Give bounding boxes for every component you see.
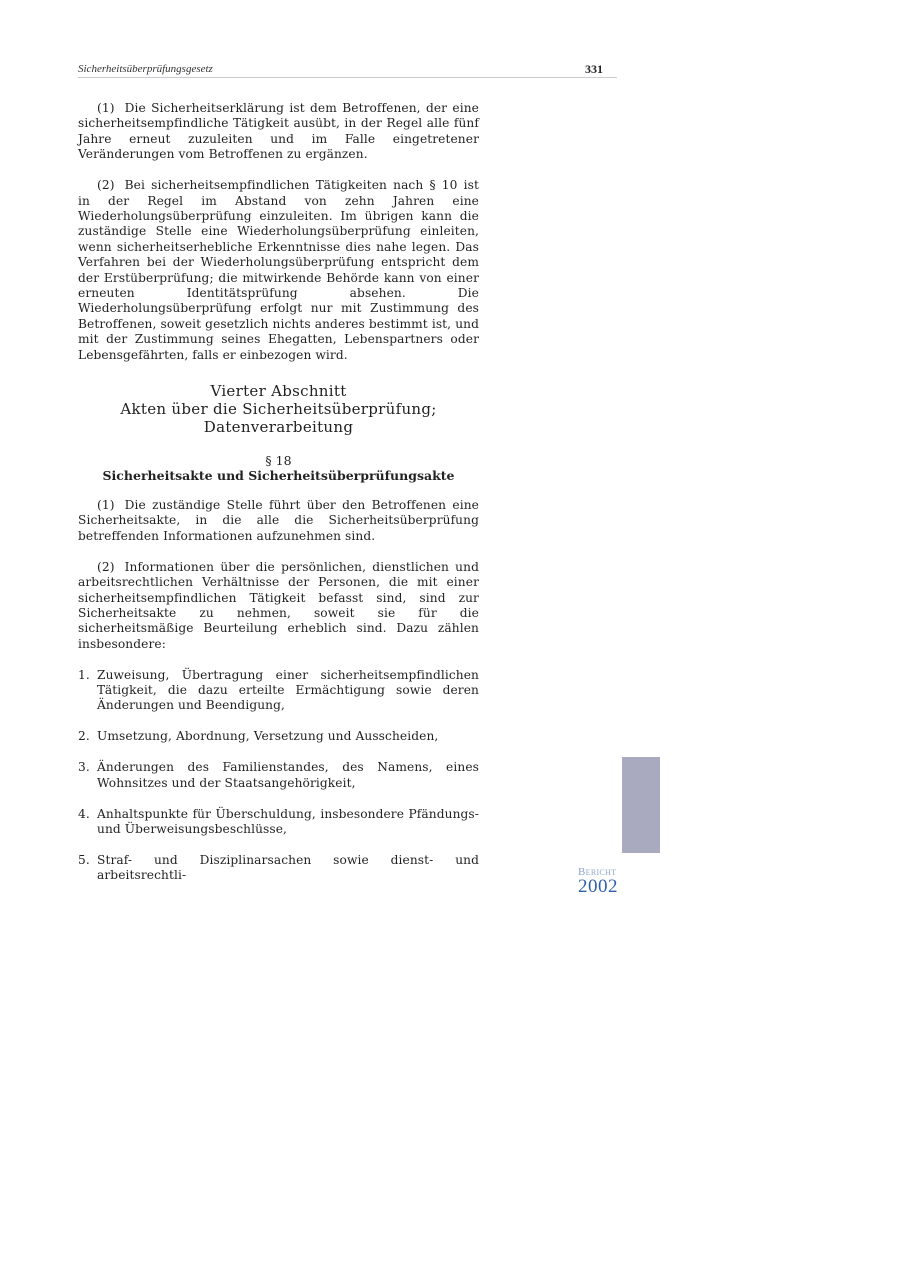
- list-item-text: Umsetzung, Abordnung, Versetzung und Ausscheiden,: [97, 729, 439, 744]
- paragraph-text: Bei sicherheitsempfindlichen Tätigkeiten nach § 10 ist in der Regel im Abstand von zehn Jahren eine Wiederholungsüberprüfung einzuleiten. Im übrigen kann die zuständige Stelle eine Wiederholungsüberprüfung einleiten, wenn sicherheitserhebliche Erkenntnisse dies nahe legen. Das Verfahren bei der Wiederholungsüberprüfung entspricht dem der Erstüberprüfung; die mitwirkende Behörde kann von einer erneuten Identitätsprüfung absehen. Die Wiederholungsüberprüfung erfolgt nur mit Zustimmung des Betroffenen, soweit gesetzlich nichts anderes bestimmt ist, und mit der Zustimmung seines Ehegatten, Lebenspartners oder Lebensgefährten, falls er einbezogen wird.: [78, 178, 479, 362]
- chapter-tab-marker: [622, 757, 660, 853]
- paragraph-text: Die Sicherheitserklärung ist dem Betroffenen, der eine sicherheitsempfindliche Tätigkeit ausübt, in der Regel alle fünf Jahre erneut zuzuleiten und im Falle eingetretener Veränderungen vom Betroffenen zu ergänzen.: [78, 101, 479, 162]
- list-item-text: Anhaltspunkte für Überschuldung, insbesondere Pfändungs- und Überweisungsbeschlüsse,: [97, 806, 479, 836]
- section-heading-line: Vierter Abschnitt: [210, 382, 347, 400]
- list-item: [78, 729, 479, 744]
- report-logo: [578, 866, 638, 895]
- running-header: [78, 62, 617, 78]
- paragraph-number: (1): [97, 101, 115, 115]
- paragraph-number: (1): [97, 498, 115, 512]
- list-item: [78, 807, 479, 838]
- paragraph-18-1: [78, 498, 479, 544]
- list-item-number: 5.: [78, 852, 90, 867]
- list-item: [78, 760, 479, 791]
- list-item: [78, 668, 479, 714]
- enumerated-list: [78, 668, 479, 884]
- paragraph-18-2: [78, 560, 479, 652]
- list-item: [78, 853, 479, 884]
- list-item-text: Änderungen des Familienstandes, des Namens, eines Wohnsitzes und der Staatsangehörigkeit,: [97, 760, 479, 790]
- document-body: [78, 101, 479, 899]
- running-title: Sicherheitsüberprüfungsgesetz: [78, 63, 213, 75]
- page-number: 331: [585, 62, 603, 76]
- paragraph-17-1: [78, 101, 479, 163]
- paragraph-17-2: [78, 178, 479, 363]
- paragraph-text: Informationen über die persönlichen, dienstlichen und arbeitsrechtlichen Verhältnisse der Personen, die mit einer sicherheitsempfindlichen Tätigkeit befasst sind, sind zur Sicherheitsakte zu nehmen, soweit sie für die sicherheitsmäßige Beurteilung erheblich sind. Dazu zählen insbesondere:: [78, 559, 479, 651]
- list-item-text: Straf- und Disziplinarsachen sowie dienst- und arbeitsrechtli-: [97, 852, 479, 883]
- list-item-number: 2.: [78, 729, 90, 744]
- paragraph-title: Sicherheitsakte und Sicherheitsüberprüfungsakte: [102, 468, 455, 483]
- list-item-number: 4.: [78, 806, 90, 821]
- paragraph-text: Die zuständige Stelle führt über den Betroffenen eine Sicherheitsakte, in die alle die Sicherheitsüberprüfung betreffenden Informationen aufzunehmen sind.: [78, 498, 479, 543]
- section-heading: [78, 382, 479, 436]
- section-heading-line: Datenverarbeitung: [203, 418, 354, 436]
- paragraph-symbol: § 18: [265, 453, 292, 468]
- paragraph-number: (2): [97, 559, 115, 574]
- list-item-text: Zuweisung, Übertragung einer sicherheitsempfindlichen Tätigkeit, die dazu erteilte Ermächtigung sowie deren Änderungen und Beendigung,: [97, 667, 479, 713]
- list-item-number: 3.: [78, 760, 90, 775]
- paragraph-number: (2): [97, 178, 115, 193]
- list-item-number: 1.: [78, 667, 90, 682]
- report-logo-year: 2002: [578, 876, 618, 897]
- section-heading-line: Akten über die Sicherheitsüberprüfung;: [120, 400, 437, 418]
- paragraph-heading: [78, 453, 479, 483]
- report-logo-word: Bericht: [578, 866, 617, 878]
